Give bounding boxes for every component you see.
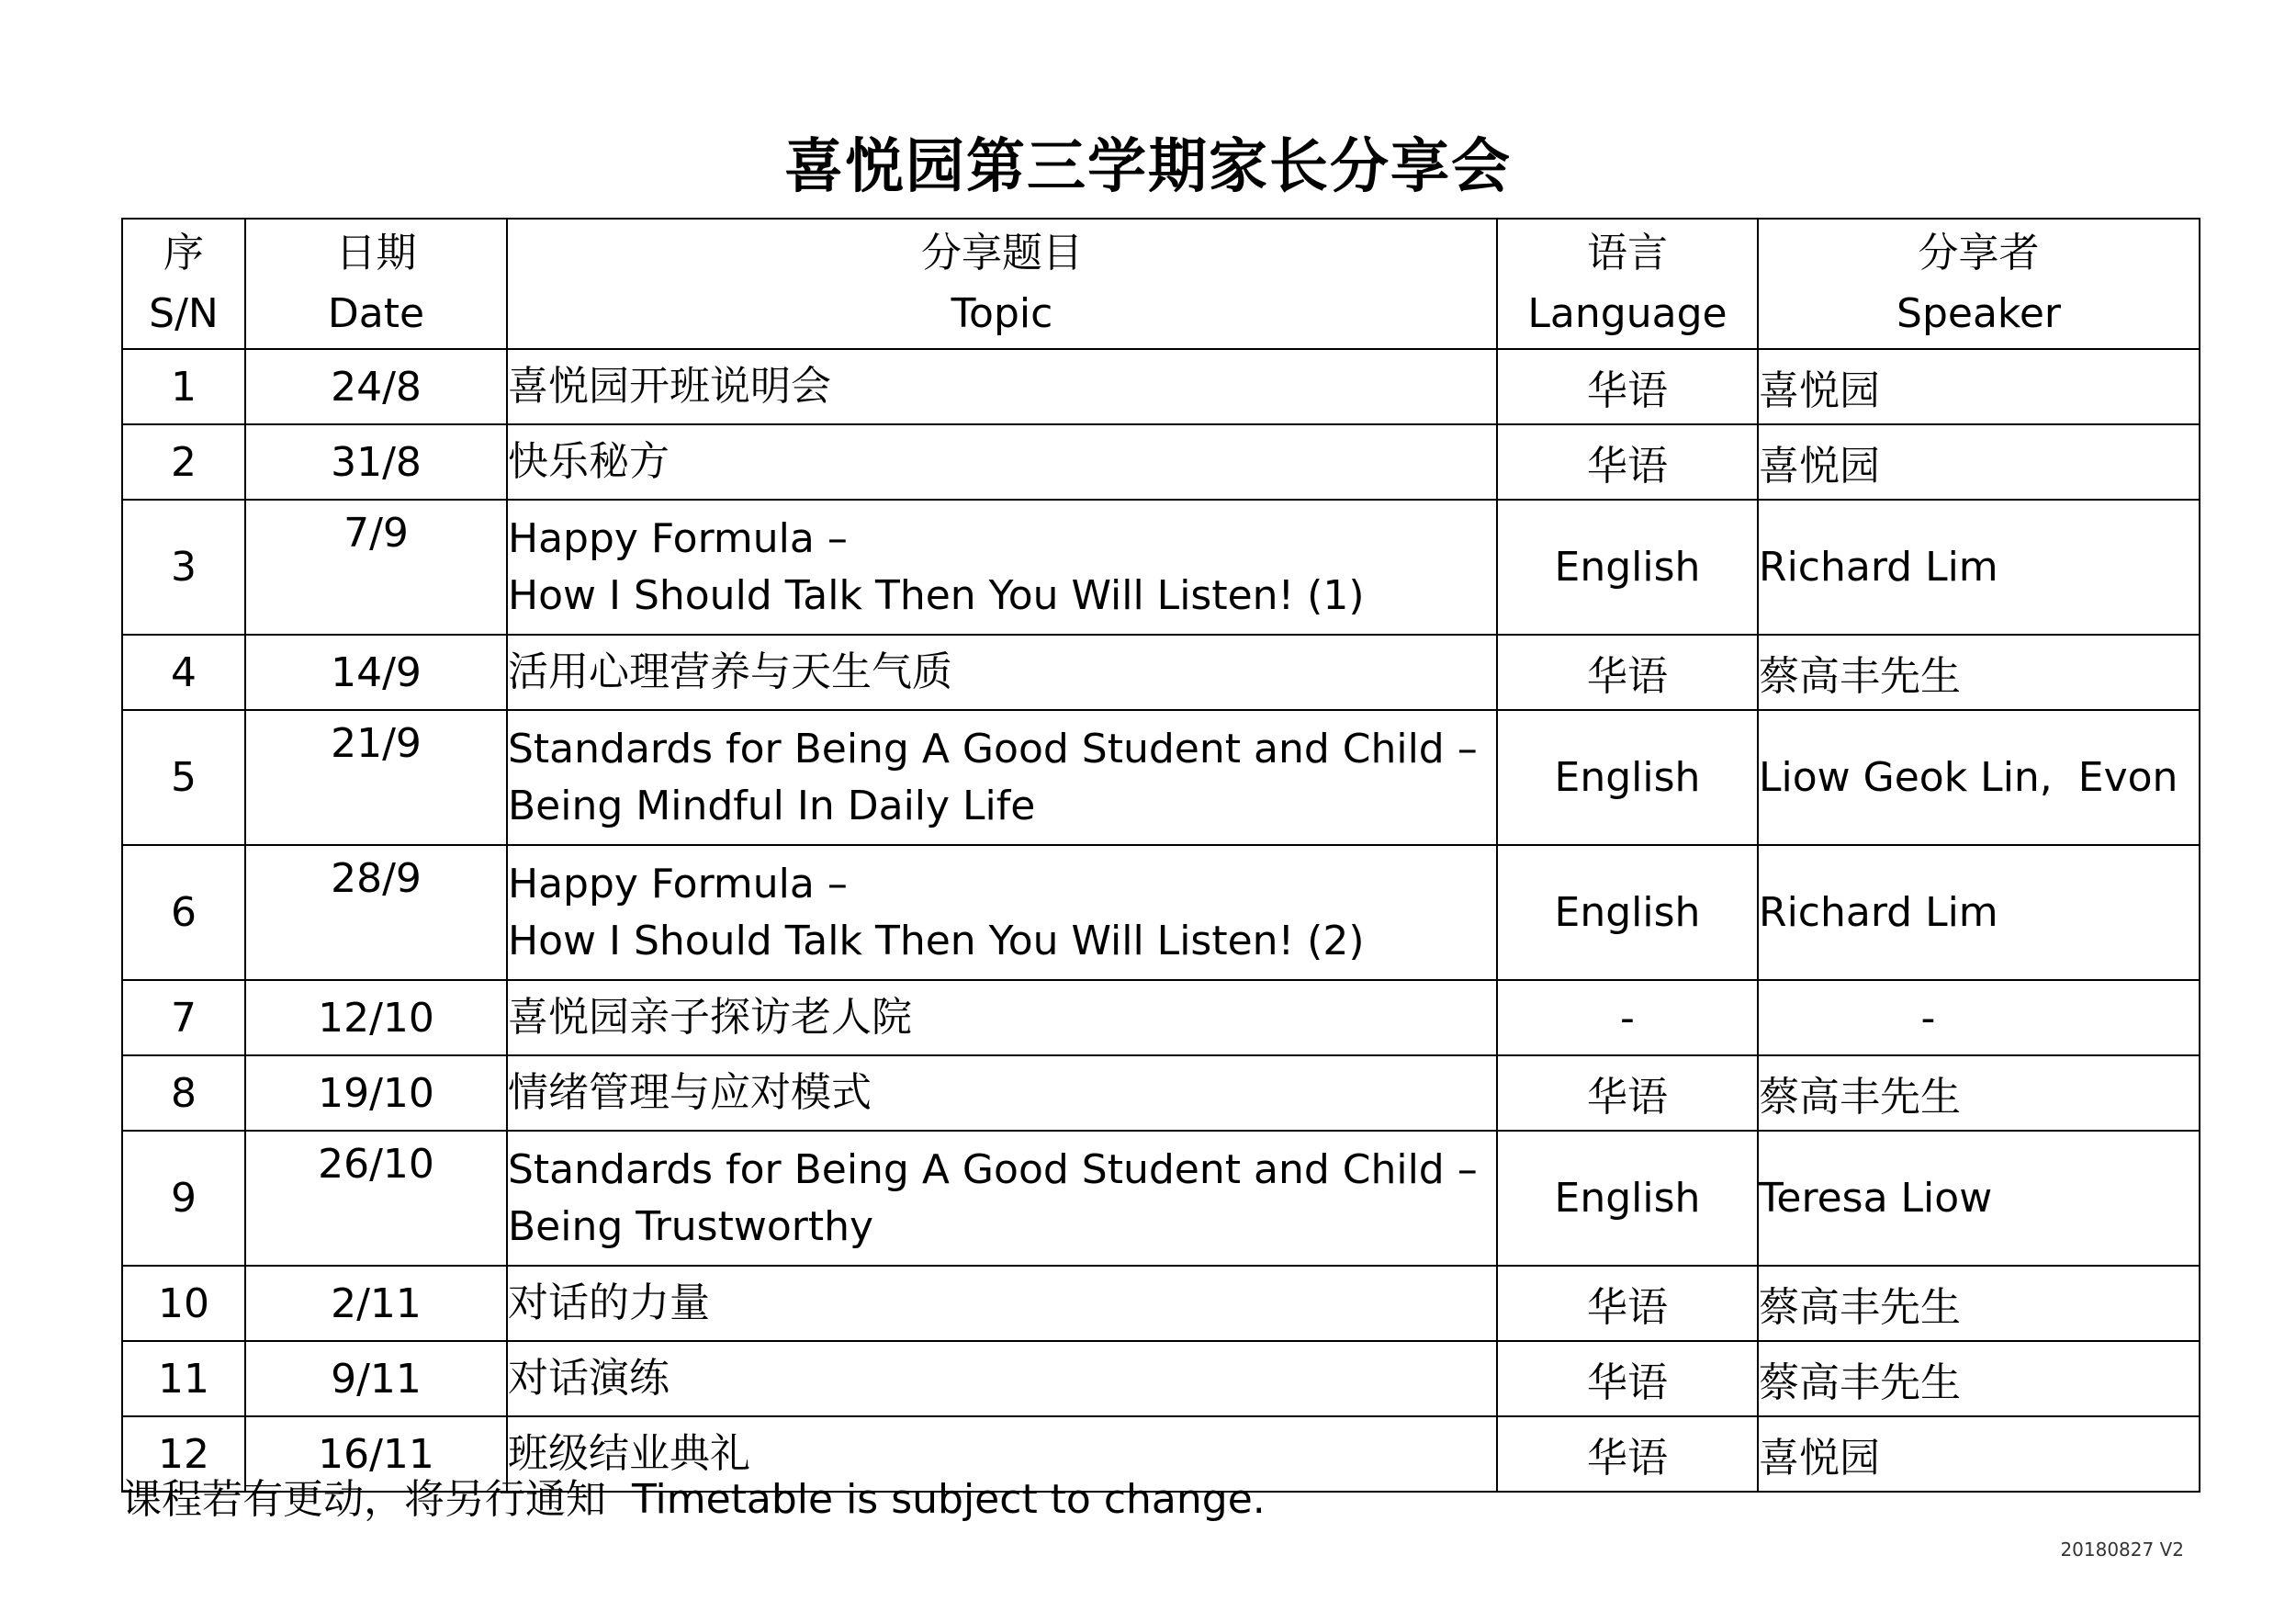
header-speaker-zh: 分享者	[1918, 230, 2040, 276]
cell-language: 华语	[1497, 1055, 1758, 1131]
cell-sn: 11	[122, 1341, 245, 1416]
header-sn-en: S/N	[149, 290, 219, 337]
table-row	[122, 349, 2200, 424]
header-topic-en: Topic	[951, 290, 1053, 337]
cell-topic	[507, 1266, 1497, 1341]
table-row	[122, 845, 2200, 980]
cell-date: 16/11	[245, 1416, 507, 1492]
cell-date: 31/8	[245, 424, 507, 500]
cell-language: 华语	[1497, 349, 1758, 424]
cell-language: English	[1497, 500, 1758, 635]
header-date-en: Date	[327, 290, 425, 337]
header-language-en: Language	[1527, 290, 1728, 337]
cell-speaker: Richard Lim	[1758, 500, 2200, 635]
cell-topic	[507, 980, 1497, 1055]
cell-topic	[507, 1341, 1497, 1416]
cell-date: 14/9	[245, 635, 507, 710]
topic-line: 对话演练	[508, 1355, 670, 1402]
schedule-table	[121, 218, 2200, 1493]
cell-speaker: 蔡高丰先生	[1758, 1055, 2200, 1131]
topic-line: 喜悦园开班说明会	[508, 363, 831, 410]
header-topic	[507, 219, 1497, 349]
cell-language: 华语	[1497, 635, 1758, 710]
cell-date: 12/10	[245, 980, 507, 1055]
table-row	[122, 980, 2200, 1055]
cell-language: English	[1497, 710, 1758, 845]
header-sn	[122, 219, 245, 349]
table-row	[122, 424, 2200, 500]
topic-line: Happy Formula –	[508, 860, 848, 907]
cell-sn: 6	[122, 845, 245, 980]
topic-line: How I Should Talk Then You Will Listen! (1)	[508, 571, 1365, 619]
topic-line: Being Mindful In Daily Life	[508, 782, 1036, 829]
cell-language: 华语	[1497, 1416, 1758, 1492]
table-row	[122, 1131, 2200, 1266]
cell-language: English	[1497, 845, 1758, 980]
header-language-zh: 语言	[1587, 230, 1668, 276]
topic-line: 班级结业典礼	[508, 1430, 750, 1477]
page-title: 喜悦园第三学期家长分享会	[784, 133, 1512, 201]
table-row	[122, 1266, 2200, 1341]
cell-speaker: Teresa Liow	[1758, 1131, 2200, 1266]
cell-speaker: 喜悦园	[1758, 424, 2200, 500]
cell-sn: 12	[122, 1416, 245, 1492]
cell-speaker: -	[1758, 980, 2200, 1055]
topic-line: 对话的力量	[508, 1279, 710, 1326]
table-row	[122, 500, 2200, 635]
topic-line: Happy Formula –	[508, 514, 848, 562]
cell-topic	[507, 710, 1497, 845]
topic-line: 快乐秘方	[508, 438, 670, 485]
cell-topic	[507, 500, 1497, 635]
cell-topic	[507, 424, 1497, 500]
cell-sn: 4	[122, 635, 245, 710]
topic-line: Standards for Being A Good Student and Child –	[508, 1145, 1478, 1193]
cell-sn: 5	[122, 710, 245, 845]
table-row	[122, 710, 2200, 845]
cell-date: 24/8	[245, 349, 507, 424]
cell-speaker: 蔡高丰先生	[1758, 635, 2200, 710]
cell-sn: 8	[122, 1055, 245, 1131]
header-speaker	[1758, 219, 2200, 349]
cell-sn: 3	[122, 500, 245, 635]
cell-date: 26/10	[245, 1131, 507, 1266]
table-row	[122, 1055, 2200, 1131]
footnote: 课程若有更动，将另行通知 Timetable is subject to change.	[121, 1476, 1266, 1523]
header-speaker-en: Speaker	[1896, 290, 2061, 337]
topic-line: 情绪管理与应对模式	[508, 1069, 872, 1116]
cell-language: 华语	[1497, 1341, 1758, 1416]
header-sn-zh: 序	[163, 230, 204, 276]
cell-date: 21/9	[245, 710, 507, 845]
topic-line: Being Trustworthy	[508, 1202, 874, 1250]
topic-line: How I Should Talk Then You Will Listen! (2)	[508, 917, 1365, 964]
header-date-zh: 日期	[335, 230, 417, 276]
cell-date: 28/9	[245, 845, 507, 980]
cell-sn: 7	[122, 980, 245, 1055]
cell-speaker: 蔡高丰先生	[1758, 1341, 2200, 1416]
table-row	[122, 635, 2200, 710]
cell-date: 19/10	[245, 1055, 507, 1131]
cell-sn: 2	[122, 424, 245, 500]
cell-topic	[507, 845, 1497, 980]
topic-line: 活用心理营养与天生气质	[508, 648, 952, 695]
cell-sn: 9	[122, 1131, 245, 1266]
topic-line: Standards for Being A Good Student and Child –	[508, 725, 1478, 772]
cell-date: 9/11	[245, 1341, 507, 1416]
header-date	[245, 219, 507, 349]
cell-speaker: 喜悦园	[1758, 1416, 2200, 1492]
cell-speaker: Richard Lim	[1758, 845, 2200, 980]
cell-language: 华语	[1497, 1266, 1758, 1341]
cell-language: 华语	[1497, 424, 1758, 500]
cell-language: English	[1497, 1131, 1758, 1266]
version-label: 20180827 V2	[2060, 1538, 2184, 1561]
header-language	[1497, 219, 1758, 349]
cell-language: -	[1497, 980, 1758, 1055]
table-row	[122, 1341, 2200, 1416]
cell-topic	[507, 1055, 1497, 1131]
cell-topic	[507, 635, 1497, 710]
cell-speaker: 喜悦园	[1758, 349, 2200, 424]
cell-date: 2/11	[245, 1266, 507, 1341]
cell-sn: 10	[122, 1266, 245, 1341]
header-row	[122, 219, 2200, 349]
cell-speaker: 蔡高丰先生	[1758, 1266, 2200, 1341]
cell-speaker: Liow Geok Lin, Evon	[1758, 710, 2200, 845]
topic-line: 喜悦园亲子探访老人院	[508, 994, 912, 1041]
header-topic-zh: 分享题目	[921, 230, 1083, 276]
cell-topic	[507, 1131, 1497, 1266]
cell-topic	[507, 349, 1497, 424]
cell-date: 7/9	[245, 500, 507, 635]
cell-sn: 1	[122, 349, 245, 424]
